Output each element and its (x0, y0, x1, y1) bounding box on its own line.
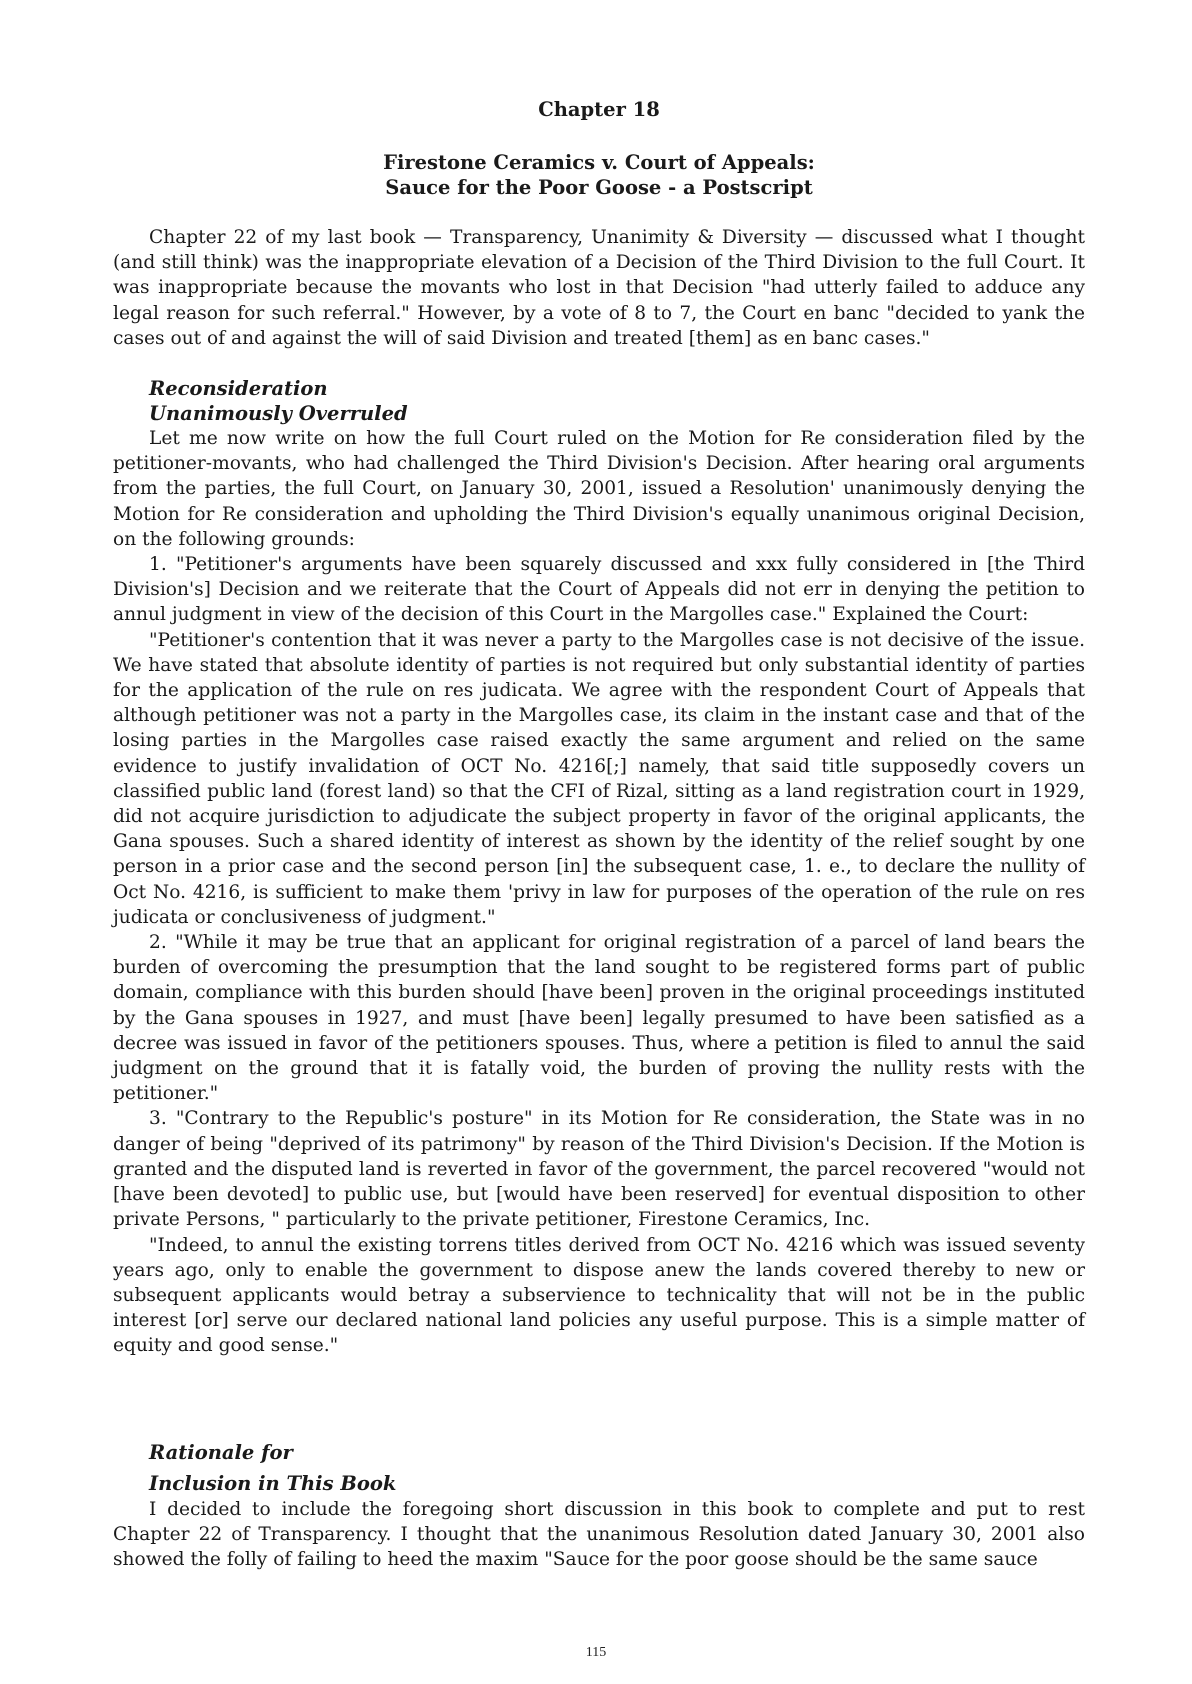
body-paragraph: 2. "While it may be true that an applicant for original registration of a parcel of land bears the burden of overcoming the presumption that the land sought to be registered forms part of public domain, compliance with this burden should [have been] proven in the original proceedings instituted by the Gana spouses in 1927, and must [have been] legally presumed to have been satisfied as a decree was issued in favor of the petitioners spouses. Thus, where a petition is filed to annul the said judgment on the ground that it is fatally void, the burden of proving the nullity rests with the petitioner." (113, 932, 1085, 1105)
quoted-paragraph: "Indeed, to annul the existing torrens titles derived from OCT No. 4216 which was issued seventy years ago, only to enable the government to dispose anew the lands covered thereby to new or subsequent applicants would betray a subservience to technicality that will not be in the public interest [or] serve our declared national land policies any useful purpose. This is a simple matter of equity and good sense." (113, 1234, 1085, 1357)
body-paragraph: 1. "Petitioner's arguments have been squarely discussed and xxx fully considered in [the Third Division's] Decision and we reiterate that the Court of Appeals did not err in denying the petition to annul judgment in view of the decision of this Court in the Margolles case." Explained the Court: (113, 554, 1085, 626)
body-paragraph: I decided to include the foregoing short discussion in this book to complete and put to rest Chapter 22 of Transparency. I thought that the unanimous Resolution dated January 30, 2001 also showed the folly of failing to heed the maxim "Sauce for the poor goose should be the same sauce (113, 1499, 1085, 1571)
section-heading-line-1: Rationale for (149, 1441, 293, 1464)
rationale-section (113, 1437, 1085, 1573)
body-paragraph: Let me now write on how the full Court ruled on the Motion for Re consideration filed by the petitioner-movants, who had challenged the Third Division's Decision. After hearing oral arguments from the parties, the full Court, on January 30, 2001, issued a Resolution' unanimously denying the Motion for Re consideration and upholding the Third Division's equally unanimous original Decision, on the following grounds: (113, 428, 1085, 550)
chapter-title-line-2: Sauce for the Poor Goose - a Postscript (385, 176, 813, 199)
chapter-label: Chapter 18 (538, 98, 660, 121)
reconsideration-section (113, 376, 1085, 1359)
intro-section (113, 225, 1085, 351)
intro-paragraph: Chapter 22 of my last book — Transparency, Unanimity & Diversity — discussed what I thought (and still think) was the inappropriate elevation of a Decision of the Third Division to the full Court. It was inappropriate because the movants who lost in that Decision "had utterly failed to adduce any legal reason for such referral." However, by a vote of 8 to 7, the Court en banc "decided to yank the cases out of and against the will of said Division and treated [them] as en banc cases." (113, 227, 1085, 349)
quoted-paragraph: "Petitioner's contention that it was never a party to the Margolles case is not decisive of the issue. We have stated that absolute identity of parties is not required but only substantial identity of parties for the application of the rule on res judicata. We agree with the respondent Court of Appeals that although petitioner was not a party in the Margolles case, its claim in the instant case and that of the losing parties in the Margolles case raised exactly the same argument and relied on the same evidence to justify invalidation of OCT No. 4216[;] namely, that said title supposedly covers un classified public land (forest land) so that the CFI of Rizal, sitting as a land registration court in 1929, did not acquire jurisdiction to adjudicate the subject property in favor of the original applicants, the Gana spouses. Such a shared identity of interest as shown by the identity of the relief sought by one person in a prior case and the second person [in] the subsequent case, 1. e., to declare the nullity of Oct No. 4216, is sufficient to make them 'privy in law for purposes of the operation of the rule on res judicata or conclusiveness of judgment." (113, 629, 1085, 928)
section-heading-line-1: Reconsideration (149, 377, 328, 400)
chapter-title-line-1: Firestone Ceramics v. Court of Appeals: (383, 151, 815, 174)
chapter-title (113, 150, 1085, 200)
section-heading-line-2: Inclusion in This Book (149, 1472, 397, 1495)
page-number: 115 (585, 1645, 607, 1660)
body-paragraph: 3. "Contrary to the Republic's posture" in its Motion for Re consideration, the State was in no danger of being "deprived of its patrimony" by reason of the Third Division's Decision. If the Motion is granted and the disputed land is reverted in favor of the government, the parcel recovered "would not [have been devoted] to public use, but [would have been reserved] for eventual disposition to other private Persons, " particularly to the private petitioner, Firestone Ceramics, Inc. (113, 1108, 1085, 1231)
section-heading-line-2: Unanimously Overruled (149, 402, 408, 425)
